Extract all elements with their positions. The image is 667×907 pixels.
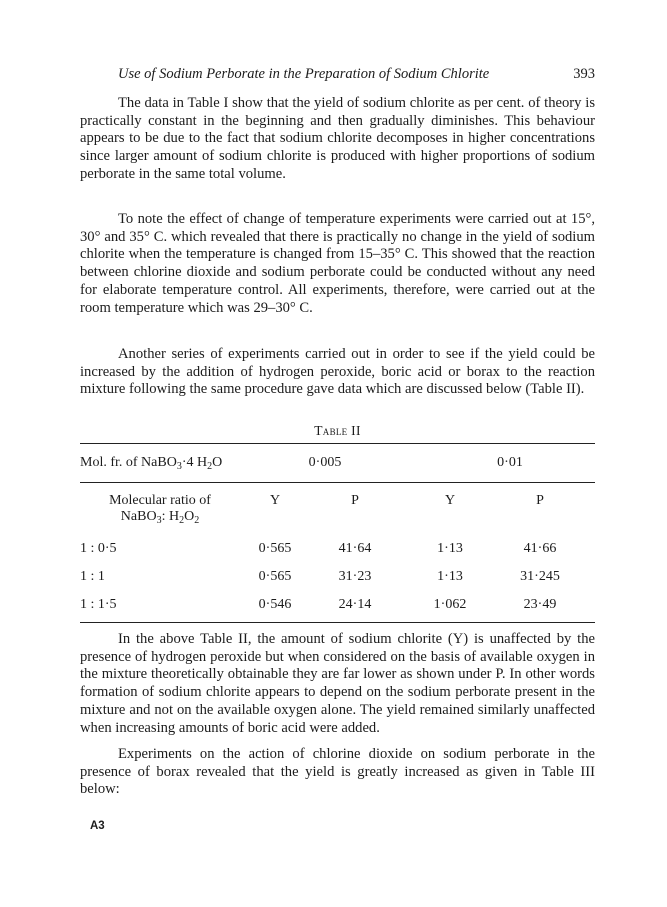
cell-p: 23·49 <box>523 597 557 612</box>
column-header-y: Y <box>269 493 281 508</box>
ratio-column-header: Molecular ratio of NaBO$_3$: $H_2O_2$ <box>109 493 211 526</box>
table-caption: Table II <box>314 423 361 438</box>
cell-y: 0·565 <box>258 569 292 584</box>
cell-y: 0·546 <box>258 597 292 612</box>
paragraph: The data in Table I show that the yield of sodium chlorite as per cent. of theory is practically constant in the beginning and then gradually diminishes. This behaviour appears to be due to the fact that sodium chlorite decomposes in higher concentrations since larger amount of sodium chlorite is produced with higher proportions of sodium perborate in the same total volume. <box>80 95 595 182</box>
paragraph: Experiments on the action of chlorine dioxide on sodium perborate in the presence of borax revealed that the yield is greatly increased as given in Table III below: <box>80 746 595 798</box>
column-header-p: P <box>351 493 359 508</box>
table-rule-middle <box>80 482 595 483</box>
cell-y: 1·13 <box>437 541 463 556</box>
cell-y: 1·062 <box>433 597 467 612</box>
table-rule-top <box>80 443 595 444</box>
cell-y: 1·13 <box>437 569 463 584</box>
cell-p: 41·66 <box>523 541 557 556</box>
concentration-header: 0·005 <box>308 455 342 470</box>
page-number: 393 <box>573 66 595 82</box>
paragraph: To note the effect of change of temperature experiments were carried out at 15°, 30° and 35° C. which revealed that there is practically no change in the yield of sodium chlorite when the temperature is changed from 15–35° C. This showed that the reaction between chlorine dioxide and sodium perborate could be conducted without any need for elaborate temperature control. All experiments, therefore, were carried out at the room temperature which was 29–30° C. <box>80 211 595 316</box>
table-rule-bottom <box>80 622 595 623</box>
cell-p: 24·14 <box>338 597 372 612</box>
cell-p: 31·245 <box>520 569 560 584</box>
running-title: Use of Sodium Perborate in the Preparation of Sodium Chlorite <box>118 66 490 82</box>
row-ratio: 1 : 0·5 <box>80 541 117 556</box>
cell-y: 0·565 <box>258 541 292 556</box>
running-header <box>80 66 595 86</box>
cell-p: 41·64 <box>338 541 372 556</box>
signature-mark: A3 <box>90 820 105 832</box>
mol-fraction-header: Mol. fr. of NaBO$_3$·4 $H_2O$ <box>80 455 223 472</box>
paragraph: Another series of experiments carried out in order to see if the yield could be increased by the addition of hydrogen peroxide, boric acid or borax to the reaction mixture following the same procedure gave data which are discussed below (Table II). <box>80 346 595 398</box>
cell-p: 31·23 <box>338 569 372 584</box>
paragraph: In the above Table II, the amount of sodium chlorite (Y) is unaffected by the presence of hydrogen peroxide but when considered on the basis of available oxygen in the mixture theoretically obtainable they are far lower as shown under P. In other words formation of sodium chlorite appears to depend on the sodium perborate present in the mixture and not on the available oxygen alone. The yield remained similarly unaffected when increasing amounts of boric acid were added. <box>80 631 595 736</box>
column-header-y: Y <box>444 493 456 508</box>
row-ratio: 1 : 1 <box>80 569 105 584</box>
column-header-p: P <box>536 493 544 508</box>
row-ratio: 1 : 1·5 <box>80 597 117 612</box>
concentration-header: 0·01 <box>497 455 523 470</box>
